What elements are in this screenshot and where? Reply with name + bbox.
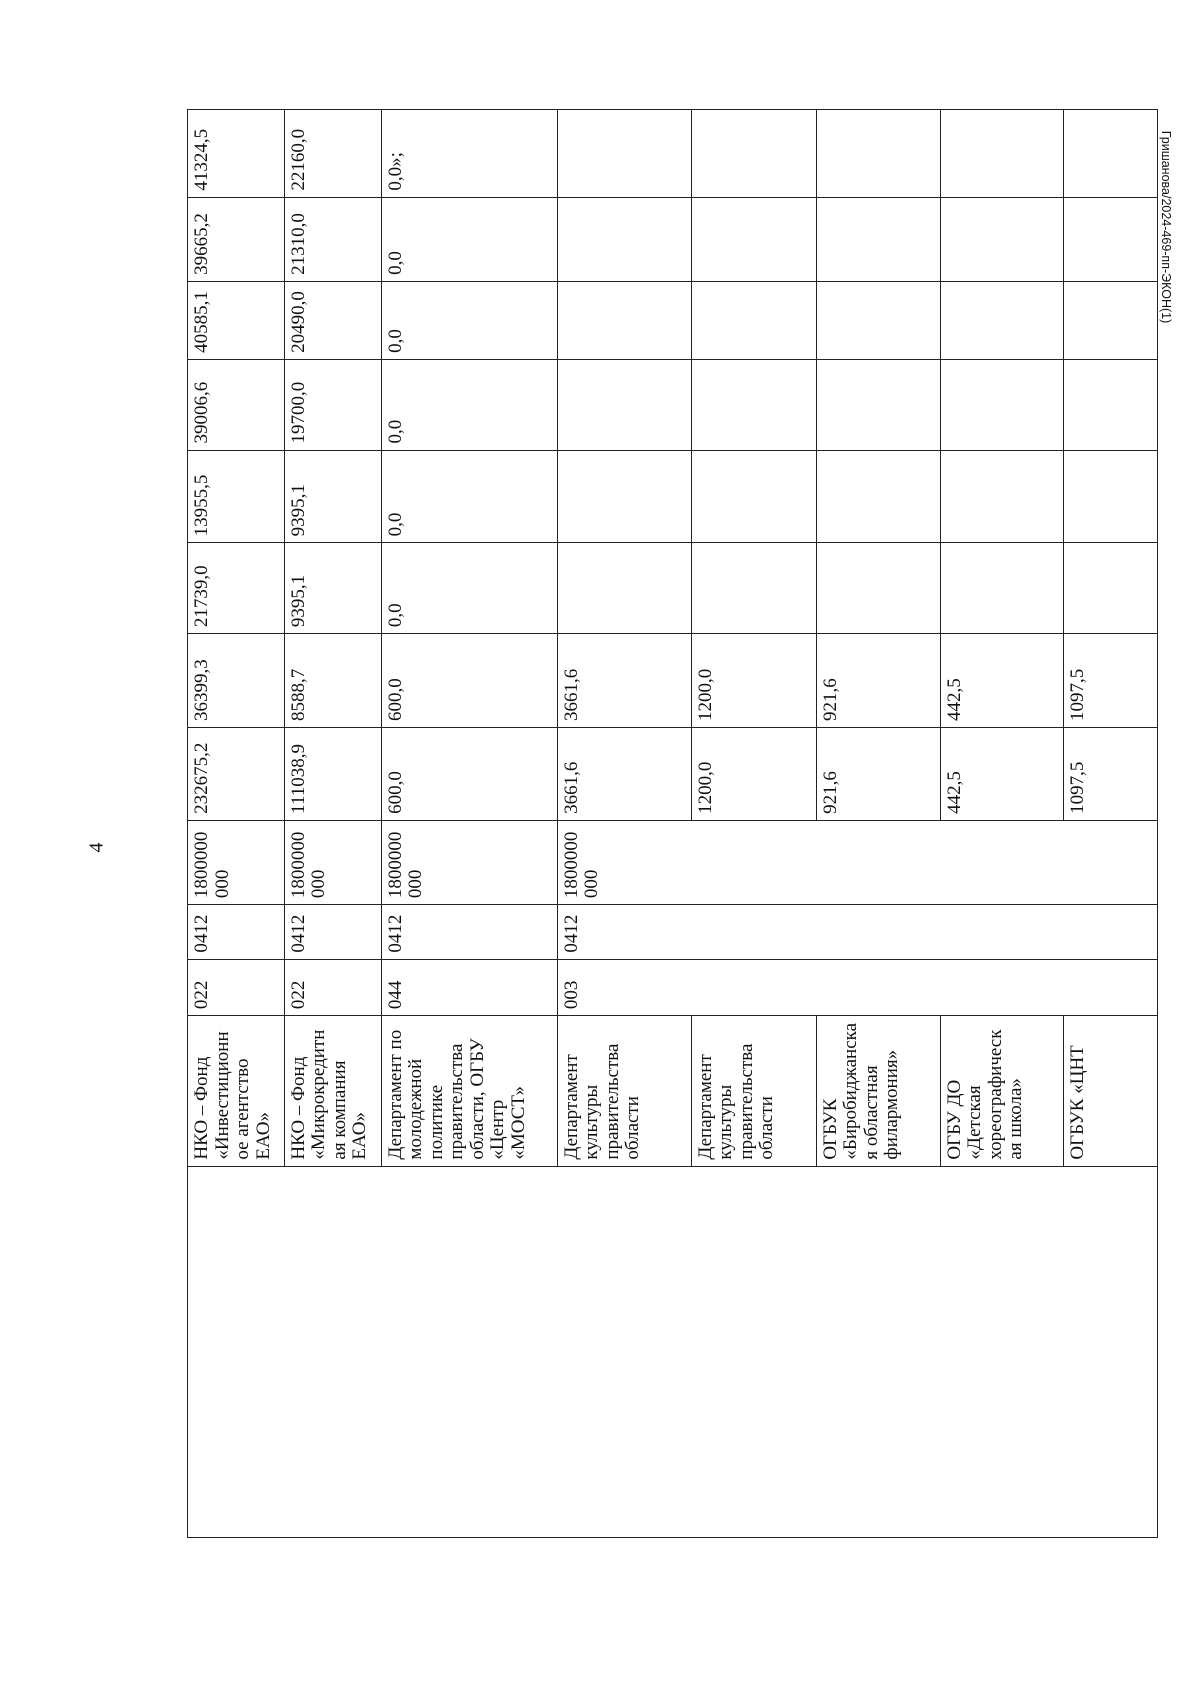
target-cell — [1064, 820, 1158, 904]
value-cell — [1064, 543, 1158, 634]
blank-cell — [1064, 1166, 1158, 1537]
target-cell — [691, 820, 816, 904]
value-cell: 9395,1 — [284, 450, 381, 543]
blank-cell — [188, 1166, 285, 1537]
value-cell: 1200,0 — [691, 727, 816, 820]
value-cell: 921,6 — [816, 634, 940, 728]
blank-cell — [557, 1166, 691, 1537]
section-cell — [1064, 905, 1158, 959]
target-cell: 1800000000 — [381, 820, 557, 904]
value-cell: 232675,2 — [188, 727, 285, 820]
value-cell: 1200,0 — [691, 634, 816, 728]
value-cell: 3661,6 — [557, 727, 691, 820]
organization-cell: ОГБУК «ЦНТ — [1064, 1016, 1158, 1166]
blank-cell — [816, 1166, 940, 1537]
value-cell — [816, 197, 940, 281]
value-cell: 442,5 — [940, 727, 1064, 820]
value-cell — [557, 110, 691, 198]
organization-cell: НКО – Фонд «Микрокредитная компания ЕАО» — [284, 1016, 381, 1166]
value-cell: 600,0 — [381, 634, 557, 728]
target-cell — [940, 820, 1064, 904]
value-cell: 1097,5 — [1064, 727, 1158, 820]
value-cell: 600,0 — [381, 727, 557, 820]
value-cell — [940, 543, 1064, 634]
organization-cell: Департамент культуры правительства области — [557, 1016, 691, 1166]
value-cell: 19700,0 — [284, 359, 381, 450]
value-cell — [691, 450, 816, 543]
table-row — [284, 110, 381, 1538]
table-row — [816, 110, 940, 1538]
value-cell — [1064, 359, 1158, 450]
value-cell — [691, 281, 816, 359]
value-cell — [816, 110, 940, 198]
target-cell: 1800000000 — [557, 820, 691, 904]
value-cell — [816, 543, 940, 634]
value-cell: 40585,1 — [188, 281, 285, 359]
target-cell: 1800000000 — [188, 820, 285, 904]
organization-cell: Департамент по молодежной политике правительства области, ОГБУ «Центр «МОСТ» — [381, 1016, 557, 1166]
value-cell — [691, 543, 816, 634]
section-cell: 0412 — [284, 905, 381, 959]
document-id-text: Гришанова/2024-469-пп-ЭКОН(1) — [1159, 130, 1173, 324]
value-cell — [557, 197, 691, 281]
organization-cell: ОГБУ ДО «Детская хореографическая школа» — [940, 1016, 1064, 1166]
code-cell — [940, 959, 1064, 1016]
value-cell: 0,0 — [381, 543, 557, 634]
value-cell: 0,0»; — [381, 110, 557, 198]
value-cell: 39665,2 — [188, 197, 285, 281]
organization-cell: Департамент культуры правительства области — [691, 1016, 816, 1166]
value-cell — [557, 359, 691, 450]
target-cell: 1800000000 — [284, 820, 381, 904]
code-cell: 044 — [381, 959, 557, 1016]
value-cell: 8588,7 — [284, 634, 381, 728]
value-cell — [557, 281, 691, 359]
organization-cell: НКО – Фонд «Инвестиционное агентство ЕАО» — [188, 1016, 285, 1166]
code-cell: 022 — [284, 959, 381, 1016]
value-cell: 0,0 — [381, 197, 557, 281]
blank-cell — [284, 1166, 381, 1537]
budget-table-frame — [187, 109, 1158, 1538]
value-cell — [1064, 110, 1158, 198]
value-cell: 111038,9 — [284, 727, 381, 820]
section-cell — [816, 905, 940, 959]
code-cell — [691, 959, 816, 1016]
value-cell: 442,5 — [940, 634, 1064, 728]
value-cell — [816, 359, 940, 450]
blank-cell — [940, 1166, 1064, 1537]
table-row — [381, 110, 557, 1538]
value-cell: 39006,6 — [188, 359, 285, 450]
table-row — [557, 110, 691, 1538]
section-cell: 0412 — [381, 905, 557, 959]
budget-table — [187, 109, 1158, 1538]
value-cell: 0,0 — [381, 281, 557, 359]
value-cell — [557, 543, 691, 634]
table-row — [1064, 110, 1158, 1538]
value-cell — [940, 281, 1064, 359]
target-cell — [816, 820, 940, 904]
table-row — [691, 110, 816, 1538]
value-cell — [1064, 450, 1158, 543]
value-cell: 21310,0 — [284, 197, 381, 281]
value-cell: 20490,0 — [284, 281, 381, 359]
value-cell — [940, 359, 1064, 450]
code-cell: 003 — [557, 959, 691, 1016]
code-cell — [816, 959, 940, 1016]
value-cell: 1097,5 — [1064, 634, 1158, 728]
blank-cell — [691, 1166, 816, 1537]
value-cell — [691, 197, 816, 281]
code-cell — [1064, 959, 1158, 1016]
value-cell: 22160,0 — [284, 110, 381, 198]
value-cell — [940, 450, 1064, 543]
value-cell: 36399,3 — [188, 634, 285, 728]
code-cell: 022 — [188, 959, 285, 1016]
value-cell — [1064, 281, 1158, 359]
value-cell: 921,6 — [816, 727, 940, 820]
page-number: 4 — [85, 842, 108, 853]
value-cell: 21739,0 — [188, 543, 285, 634]
value-cell — [691, 110, 816, 198]
value-cell — [1064, 197, 1158, 281]
section-cell: 0412 — [188, 905, 285, 959]
value-cell: 41324,5 — [188, 110, 285, 198]
value-cell: 0,0 — [381, 359, 557, 450]
value-cell: 3661,6 — [557, 634, 691, 728]
value-cell — [557, 450, 691, 543]
table-row — [188, 110, 285, 1538]
section-cell — [940, 905, 1064, 959]
value-cell — [940, 197, 1064, 281]
value-cell: 9395,1 — [284, 543, 381, 634]
section-cell: 0412 — [557, 905, 691, 959]
blank-cell — [381, 1166, 557, 1537]
section-cell — [691, 905, 816, 959]
value-cell: 13955,5 — [188, 450, 285, 543]
value-cell — [691, 359, 816, 450]
value-cell — [816, 281, 940, 359]
value-cell — [816, 450, 940, 543]
table-row — [940, 110, 1064, 1538]
value-cell — [940, 110, 1064, 198]
organization-cell: ОГБУК «Биробиджанская областная филармония» — [816, 1016, 940, 1166]
value-cell: 0,0 — [381, 450, 557, 543]
